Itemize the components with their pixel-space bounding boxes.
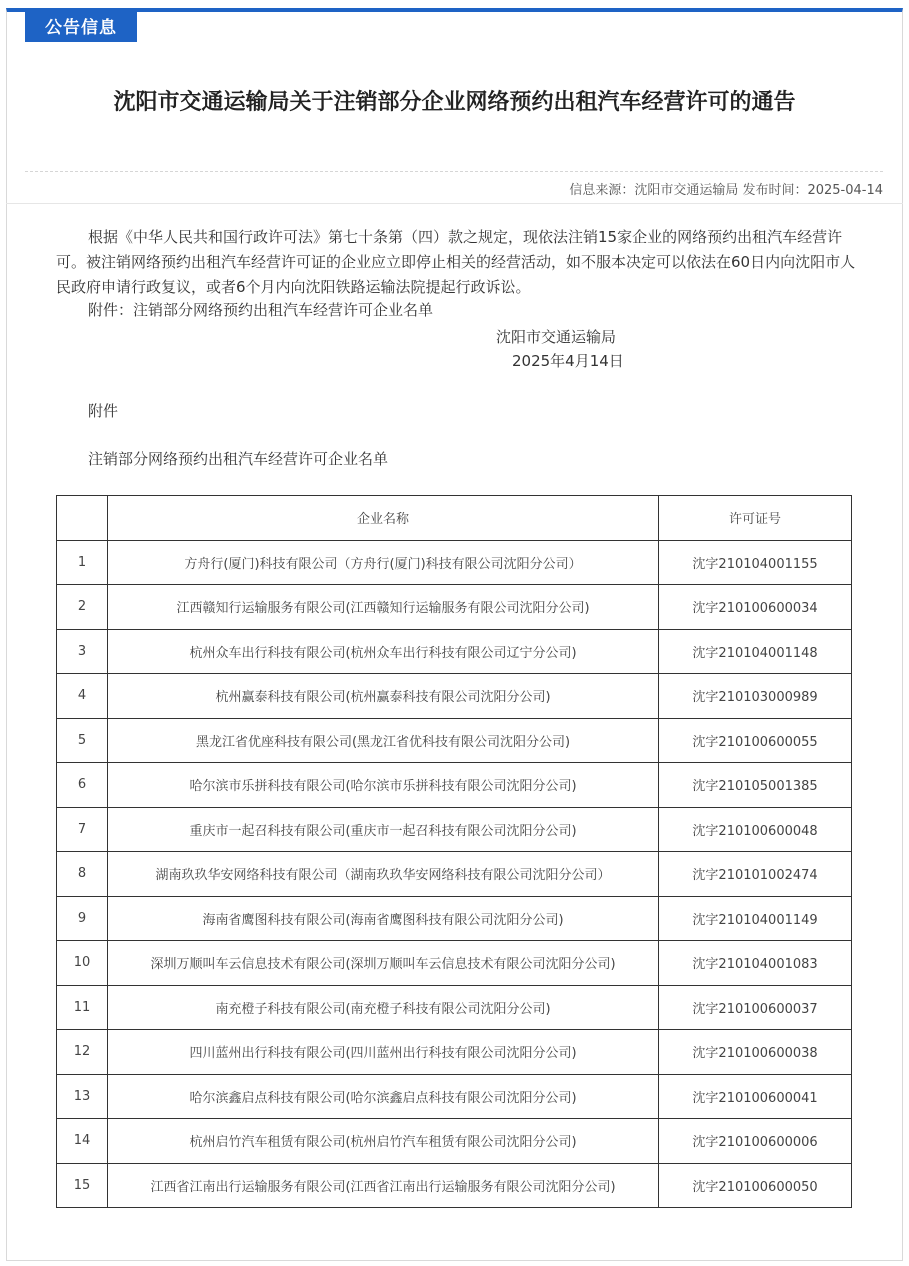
- list-title: 注销部分网络预约出租汽车经营许可企业名单: [88, 450, 389, 468]
- row-index: 10: [57, 941, 108, 986]
- table-row: [57, 718, 852, 763]
- license-number: 沈字210104001149: [659, 896, 852, 941]
- table-row: [57, 674, 852, 719]
- header-license-number: 许可证号: [659, 496, 852, 541]
- signature-org: 沈阳市交通运输局: [496, 328, 617, 346]
- table-row: [57, 852, 852, 897]
- source-publish-info: 信息来源：沈阳市交通运输局 发布时间：2025-04-14: [569, 183, 883, 198]
- company-name: 海南省鹰图科技有限公司(海南省鹰图科技有限公司沈阳分公司): [107, 896, 658, 941]
- company-name: 杭州启竹汽车租赁有限公司(杭州启竹汽车租赁有限公司沈阳分公司): [107, 1119, 658, 1164]
- license-number: 沈字210100600050: [659, 1163, 852, 1208]
- row-index: 4: [57, 674, 108, 719]
- notice-paragraph: 根据《中华人民共和国行政许可法》第七十条第（四）款之规定，现依法注销15家企业的网络预约出租汽车经营许可。被注销网络预约出租汽车经营许可证的企业应立即停止相关的经营活动，如不服本决定可以依法在60日内向沈阳市人民政府申请行政复议，或者6个月内向沈阳铁路运输法院提起行政诉讼。: [56, 228, 856, 296]
- row-index: 11: [57, 985, 108, 1030]
- appendix-label: 附件: [88, 402, 119, 420]
- license-number: 沈字210103000989: [659, 674, 852, 719]
- license-number: 沈字210100600034: [659, 585, 852, 630]
- license-number: 沈字210105001385: [659, 763, 852, 808]
- company-name: 深圳万顺叫车云信息技术有限公司(深圳万顺叫车云信息技术有限公司沈阳分公司): [107, 941, 658, 986]
- company-name: 江西省江南出行运输服务有限公司(江西省江南出行运输服务有限公司沈阳分公司): [107, 1163, 658, 1208]
- table-row: [57, 1119, 852, 1164]
- row-index: 5: [57, 718, 108, 763]
- company-name: 江西赣知行运输服务有限公司(江西赣知行运输服务有限公司沈阳分公司): [107, 585, 658, 630]
- license-number: 沈字210100600048: [659, 807, 852, 852]
- row-index: 1: [57, 540, 108, 585]
- company-name: 湖南玖玖华安网络科技有限公司（湖南玖玖华安网络科技有限公司沈阳分公司）: [107, 852, 658, 897]
- license-number: 沈字210104001148: [659, 629, 852, 674]
- row-index: 9: [57, 896, 108, 941]
- table-row: [57, 896, 852, 941]
- page-title: 沈阳市交通运输局关于注销部分企业网络预约出租汽车经营许可的通告: [113, 90, 796, 115]
- header-company-name: 企业名称: [107, 496, 658, 541]
- table-header-row: [57, 496, 852, 541]
- company-name: 南充橙子科技有限公司(南充橙子科技有限公司沈阳分公司): [107, 985, 658, 1030]
- company-name: 哈尔滨鑫启点科技有限公司(哈尔滨鑫启点科技有限公司沈阳分公司): [107, 1074, 658, 1119]
- table-row: [57, 985, 852, 1030]
- company-name: 方舟行(厦门)科技有限公司（方舟行(厦门)科技有限公司沈阳分公司）: [107, 540, 658, 585]
- header-index: [57, 496, 108, 541]
- table-row: [57, 1163, 852, 1208]
- table-row: [57, 807, 852, 852]
- license-number: 沈字210100600037: [659, 985, 852, 1030]
- table-row: [57, 629, 852, 674]
- row-index: 12: [57, 1030, 108, 1075]
- company-name: 黑龙江省优座科技有限公司(黑龙江省优科技有限公司沈阳分公司): [107, 718, 658, 763]
- table-row: [57, 1074, 852, 1119]
- table-row: [57, 763, 852, 808]
- license-number: 沈字210104001083: [659, 941, 852, 986]
- company-name: 哈尔滨市乐拼科技有限公司(哈尔滨市乐拼科技有限公司沈阳分公司): [107, 763, 658, 808]
- row-index: 8: [57, 852, 108, 897]
- license-number: 沈字210104001155: [659, 540, 852, 585]
- table-row: [57, 941, 852, 986]
- license-number: 沈字210100600006: [659, 1119, 852, 1164]
- row-index: 7: [57, 807, 108, 852]
- row-index: 15: [57, 1163, 108, 1208]
- company-name: 杭州赢泰科技有限公司(杭州赢泰科技有限公司沈阳分公司): [107, 674, 658, 719]
- row-index: 14: [57, 1119, 108, 1164]
- license-number: 沈字210100600055: [659, 718, 852, 763]
- license-number: 沈字210101002474: [659, 852, 852, 897]
- table-row: [57, 1030, 852, 1075]
- section-tag: 公告信息: [25, 8, 137, 42]
- company-name: 四川蓝州出行科技有限公司(四川蓝州出行科技有限公司沈阳分公司): [107, 1030, 658, 1075]
- signature-date: 2025年4月14日: [512, 352, 624, 370]
- license-number: 沈字210100600038: [659, 1030, 852, 1075]
- row-index: 13: [57, 1074, 108, 1119]
- company-name: 杭州众车出行科技有限公司(杭州众车出行科技有限公司辽宁分公司): [107, 629, 658, 674]
- company-license-table: [56, 495, 852, 1208]
- table-row: [57, 540, 852, 585]
- company-name: 重庆市一起召科技有限公司(重庆市一起召科技有限公司沈阳分公司): [107, 807, 658, 852]
- header-separator: [6, 203, 903, 204]
- table-row: [57, 585, 852, 630]
- attachment-line: 附件：注销部分网络预约出租汽车经营许可企业名单: [88, 301, 434, 319]
- license-number: 沈字210100600041: [659, 1074, 852, 1119]
- row-index: 2: [57, 585, 108, 630]
- row-index: 6: [57, 763, 108, 808]
- row-index: 3: [57, 629, 108, 674]
- divider: [25, 171, 883, 172]
